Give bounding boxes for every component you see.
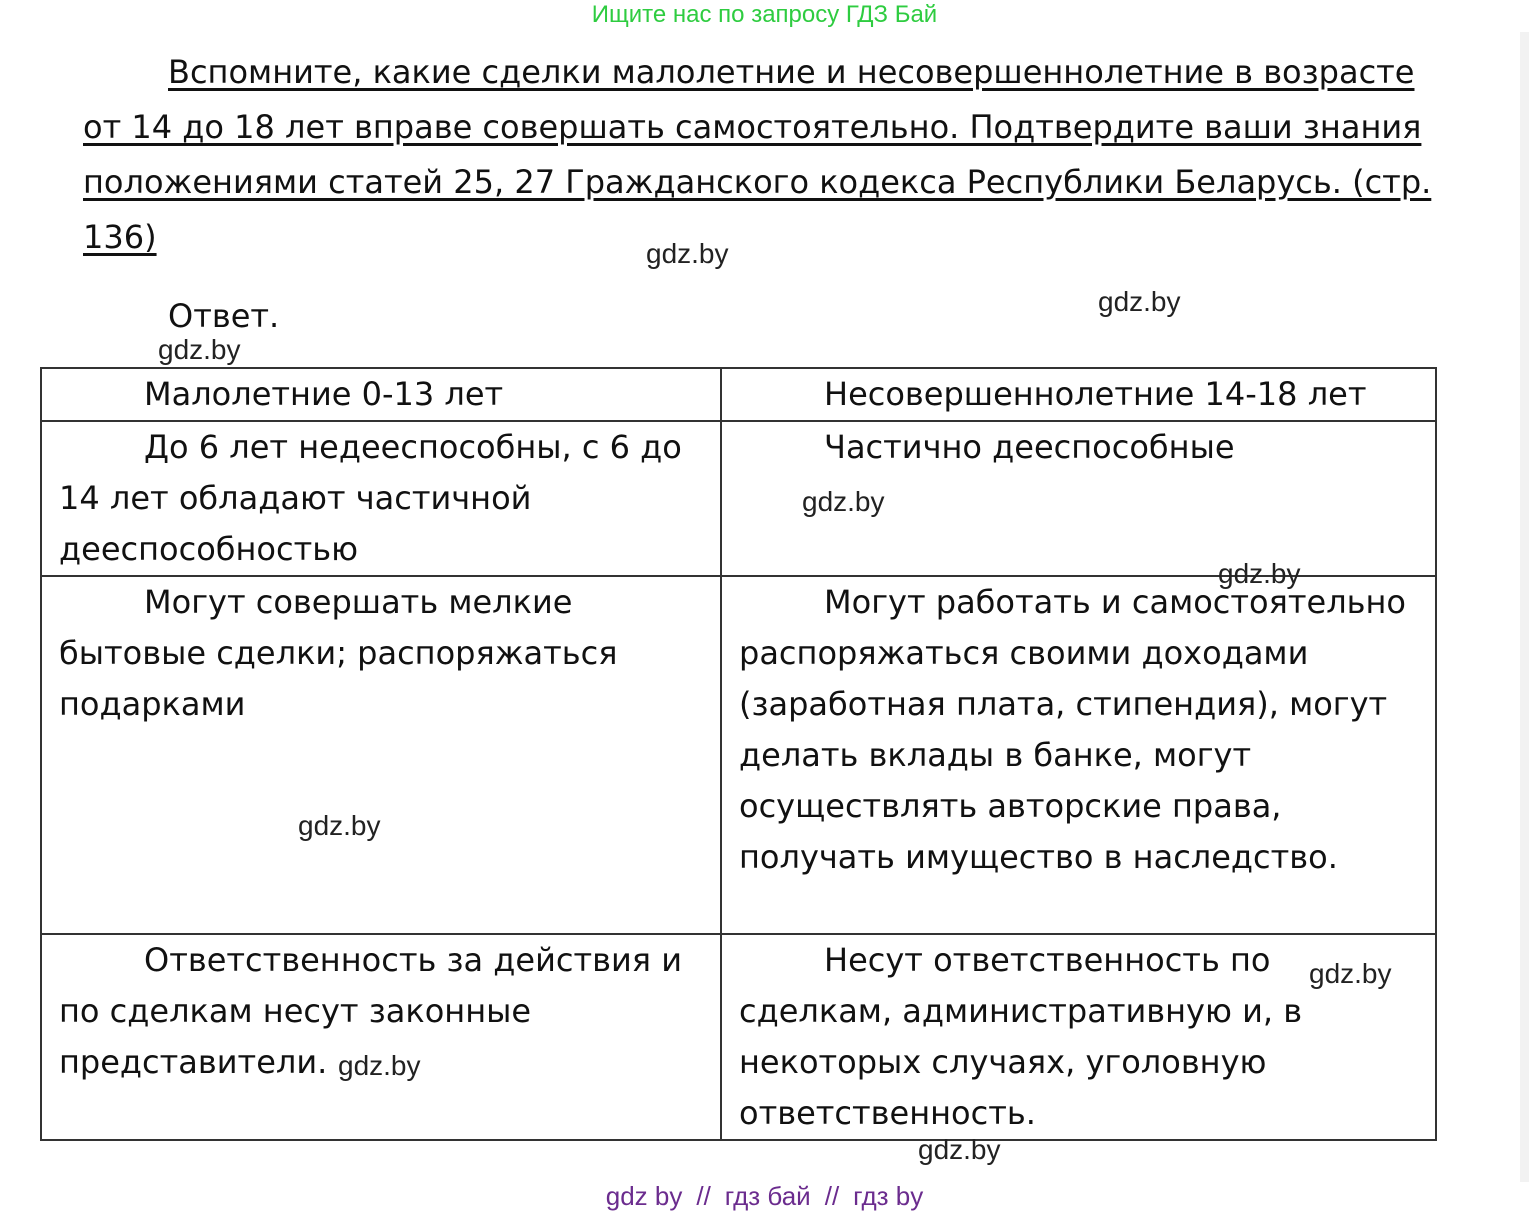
watermark: gdz.by — [338, 1050, 421, 1081]
question-text — [83, 45, 1478, 265]
table-header-cell — [41, 368, 721, 421]
table-row — [41, 576, 1436, 934]
footer-link[interactable]: гдз бай — [724, 1181, 811, 1211]
table-cell — [41, 934, 721, 1140]
table-header-cell — [721, 368, 1436, 421]
watermark: gdz.by — [298, 810, 381, 841]
page-scrollbar[interactable] — [1520, 32, 1529, 1182]
footer-separator: // — [824, 1181, 840, 1211]
watermark: gdz.by — [1098, 286, 1181, 317]
watermark: gdz.by — [1309, 958, 1392, 989]
footer-link[interactable]: gdz by — [605, 1181, 683, 1211]
table-row — [41, 934, 1436, 1140]
footer-links — [0, 1180, 1529, 1212]
watermark: gdz.by — [646, 238, 729, 269]
cell-text: Несут ответственность по сделкам, административную и, в некоторых случаях, уголовную ответственность. — [739, 941, 1303, 1132]
table-cell — [721, 576, 1436, 934]
cell-text: До 6 лет недееспособны, с 6 до 14 лет обладают частичной дееспособностью — [59, 428, 682, 568]
watermark: gdz.by — [918, 1134, 1001, 1165]
footer-link[interactable]: гдз by — [853, 1181, 924, 1211]
table-cell — [41, 421, 721, 576]
cell-text: Могут совершать мелкие бытовые сделки; распоряжаться подарками — [59, 583, 618, 723]
footer-separator: // — [696, 1181, 711, 1211]
watermark: gdz.by — [158, 334, 241, 365]
table-row — [41, 421, 1436, 576]
cell-text: Малолетние 0-13 лет — [144, 375, 504, 413]
cell-text: Могут работать и самостоятельно распоряжаться своими доходами (заработная плата, стипендия), могут делать вклады в банке, могут осуществлять авторские права, получать имущество в наследство. — [739, 583, 1406, 876]
question-line: положениями статей 25, 27 Гражданского кодекса Республики Беларусь. (стр. — [83, 163, 1432, 201]
answer-label: Ответ. — [168, 297, 280, 335]
cell-text: Ответственность за действия и по сделкам несут законные представители. — [59, 941, 682, 1081]
question-line: Вспомните, какие сделки малолетние и несовершеннолетние в возрасте — [168, 53, 1415, 91]
watermark: gdz.by — [802, 486, 885, 517]
question-line: от 14 до 18 лет вправе совершать самостоятельно. Подтвердите ваши знания — [83, 108, 1422, 146]
watermark: gdz.by — [1218, 558, 1301, 589]
cell-text: Частично дееспособные — [824, 428, 1235, 466]
table-cell — [41, 576, 721, 934]
answer-table — [40, 367, 1437, 1141]
top-banner: Ищите нас по запросу ГДЗ Бай — [591, 1, 938, 28]
question-line: 136) — [83, 218, 157, 256]
table-header-row — [41, 368, 1436, 421]
cell-text: Несовершеннолетние 14-18 лет — [824, 375, 1367, 413]
